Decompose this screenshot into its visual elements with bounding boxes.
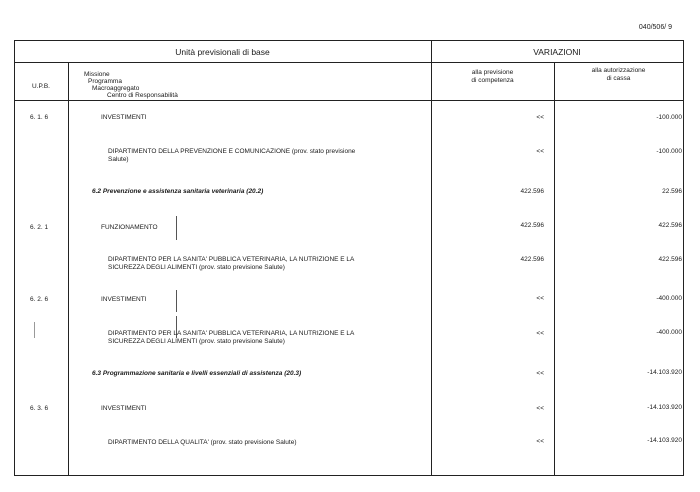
value-cassa: -400.000: [656, 295, 682, 302]
row-label: 6.2 Prevenzione e assistenza sanitaria veterinaria (20.2): [92, 188, 264, 195]
header-bottom-rule: [14, 100, 684, 101]
row-label: INVESTIMENTI: [101, 405, 147, 412]
upb-code: 6. 3. 6: [30, 405, 49, 412]
header-missione: Missione: [84, 71, 110, 78]
page-reference: 040/506/ 9: [638, 24, 672, 31]
upb-code: 6. 1. 6: [30, 114, 49, 121]
header-upb: U.P.B.: [32, 83, 50, 90]
cassa-column-rule: [554, 62, 555, 476]
variations-table: [14, 40, 684, 476]
upb-column-rule: [68, 62, 69, 476]
header-macroaggregato: Macroaggregato: [92, 85, 140, 92]
header-unita: Unità previsionali di base: [175, 47, 270, 57]
value-competenza: 422.596: [520, 188, 544, 195]
header-variazioni: VARIAZIONI: [533, 47, 581, 57]
row-label: INVESTIMENTI: [101, 296, 147, 303]
header-cassa-line1: alla autorizzazione: [591, 67, 646, 74]
header-competenza: [431, 69, 554, 84]
row-label: FUNZIONAMENTO: [101, 224, 158, 231]
value-cassa: 22.596: [662, 188, 682, 195]
value-competenza: <<: [536, 370, 544, 377]
row-label: DIPARTIMENTO PER LA SANITA' PUBBLICA VETERINARIA, LA NUTRIZIONE E LA SICUREZZA DEGLI ALIMENTI (prov. stato previsione Salute): [108, 256, 355, 271]
row-label: DIPARTIMENTO DELLA QUALITA' (prov. stato previsione Salute): [108, 439, 297, 446]
row-label: DIPARTIMENTO DELLA PREVENZIONE E COMUNICAZIONE (prov. stato previsione Salute): [108, 148, 356, 163]
table-right-rule: [683, 40, 684, 476]
header-programma: Programma: [88, 78, 122, 85]
value-competenza: <<: [536, 148, 544, 155]
value-cassa: -14.103.920: [647, 404, 682, 411]
header-competenza-line2: di competenza: [471, 76, 514, 84]
row-marker-rule: [176, 216, 177, 240]
row-label: INVESTIMENTI: [101, 114, 147, 121]
header-cassa: [554, 67, 683, 82]
value-cassa: 422.596: [658, 222, 682, 229]
header-centro: Centro di Responsabilità: [107, 92, 178, 99]
value-competenza: <<: [536, 438, 544, 445]
value-competenza: <<: [536, 114, 544, 121]
value-cassa: -100.000: [656, 114, 682, 121]
table-bottom-rule: [14, 475, 684, 476]
variazioni-column-rule: [431, 40, 432, 476]
upb-code: 6. 2. 1: [30, 224, 49, 231]
row-marker-rule: [176, 290, 177, 312]
value-cassa: 422.596: [658, 256, 682, 263]
value-competenza: <<: [536, 405, 544, 412]
value-cassa: -100.000: [656, 148, 682, 155]
value-cassa: -400.000: [656, 329, 682, 336]
upb-code: 6. 2. 6: [30, 296, 49, 303]
value-competenza: <<: [536, 295, 544, 302]
value-competenza: 422.596: [520, 222, 544, 229]
value-competenza: <<: [536, 330, 544, 337]
row-marker-rule: [34, 322, 35, 338]
header-competenza-line1: alla previsione: [471, 69, 514, 76]
table-top-rule: [14, 40, 684, 41]
header-cassa-line2: di cassa: [606, 74, 631, 82]
value-competenza: 422.596: [520, 256, 544, 263]
row-label: DIPARTIMENTO PER LA SANITA' PUBBLICA VETERINARIA, LA NUTRIZIONE E LA SICUREZZA DEGLI ALIMENTI (prov. stato previsione Salute): [108, 330, 355, 345]
table-left-rule: [14, 40, 15, 476]
value-cassa: -14.103.920: [647, 369, 682, 376]
value-cassa: -14.103.920: [647, 437, 682, 444]
header-divider-rule: [14, 62, 684, 63]
row-label: 6.3 Programmazione sanitaria e livelli essenziali di assistenza (20.3): [92, 370, 302, 377]
